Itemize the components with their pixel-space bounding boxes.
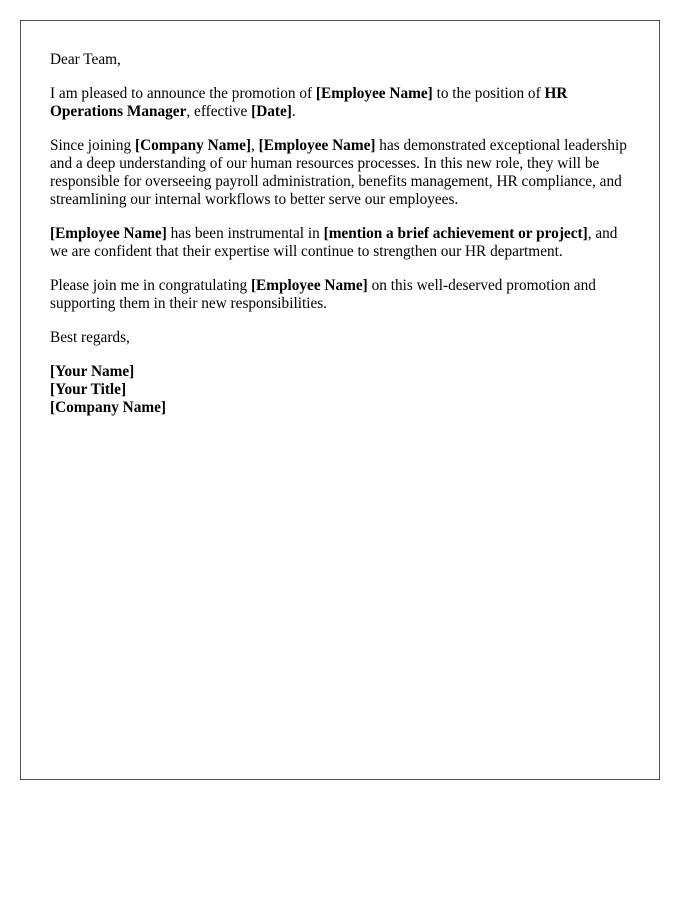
closing: Best regards, xyxy=(50,329,130,346)
announcement-paragraph xyxy=(50,85,631,121)
signature-block xyxy=(50,363,631,417)
text-segment: has been instrumental in xyxy=(166,225,324,242)
text-segment: I am pleased to announce the promotion of xyxy=(50,85,316,102)
achievement-paragraph xyxy=(50,225,631,261)
position-title: HR Operations Manager xyxy=(50,85,568,120)
text-segment: , effective xyxy=(186,103,252,120)
employee-name-placeholder: [Employee Name] xyxy=(258,137,376,154)
text-segment: on this well-deserved promotion and supporting them in their new responsibilities. xyxy=(50,277,596,312)
text-segment: , xyxy=(250,137,259,154)
congratulation-paragraph xyxy=(50,277,631,313)
date-placeholder: [Date] xyxy=(251,103,292,120)
achievement-placeholder: [mention a brief achievement or project] xyxy=(323,225,588,242)
signature-title: [Your Title] xyxy=(50,381,127,398)
signature-name: [Your Name] xyxy=(50,363,135,380)
letter-body xyxy=(20,20,660,780)
salutation: Dear Team, xyxy=(50,51,121,68)
text-segment: to the position of xyxy=(432,85,545,102)
text-segment: has demonstrated exceptional leadership and a deep understanding of our human resources processes. In this new role, they will be responsible for overseeing payroll administration, benefits management, HR compliance, and streamlining our internal workflows to better serve our employees. xyxy=(50,137,627,208)
background-paragraph xyxy=(50,137,631,209)
employee-name-placeholder: [Employee Name] xyxy=(50,225,167,242)
employee-name-placeholder: [Employee Name] xyxy=(315,85,433,102)
text-segment: Since joining xyxy=(50,137,135,154)
text-segment: Please join me in congratulating xyxy=(50,277,251,294)
company-name-placeholder: [Company Name] xyxy=(134,137,251,154)
signature-company: [Company Name] xyxy=(50,399,166,416)
text-segment: , and we are confident that their expertise will continue to strengthen our HR department. xyxy=(50,225,618,260)
text-segment: . xyxy=(291,103,296,120)
employee-name-placeholder: [Employee Name] xyxy=(250,277,368,294)
